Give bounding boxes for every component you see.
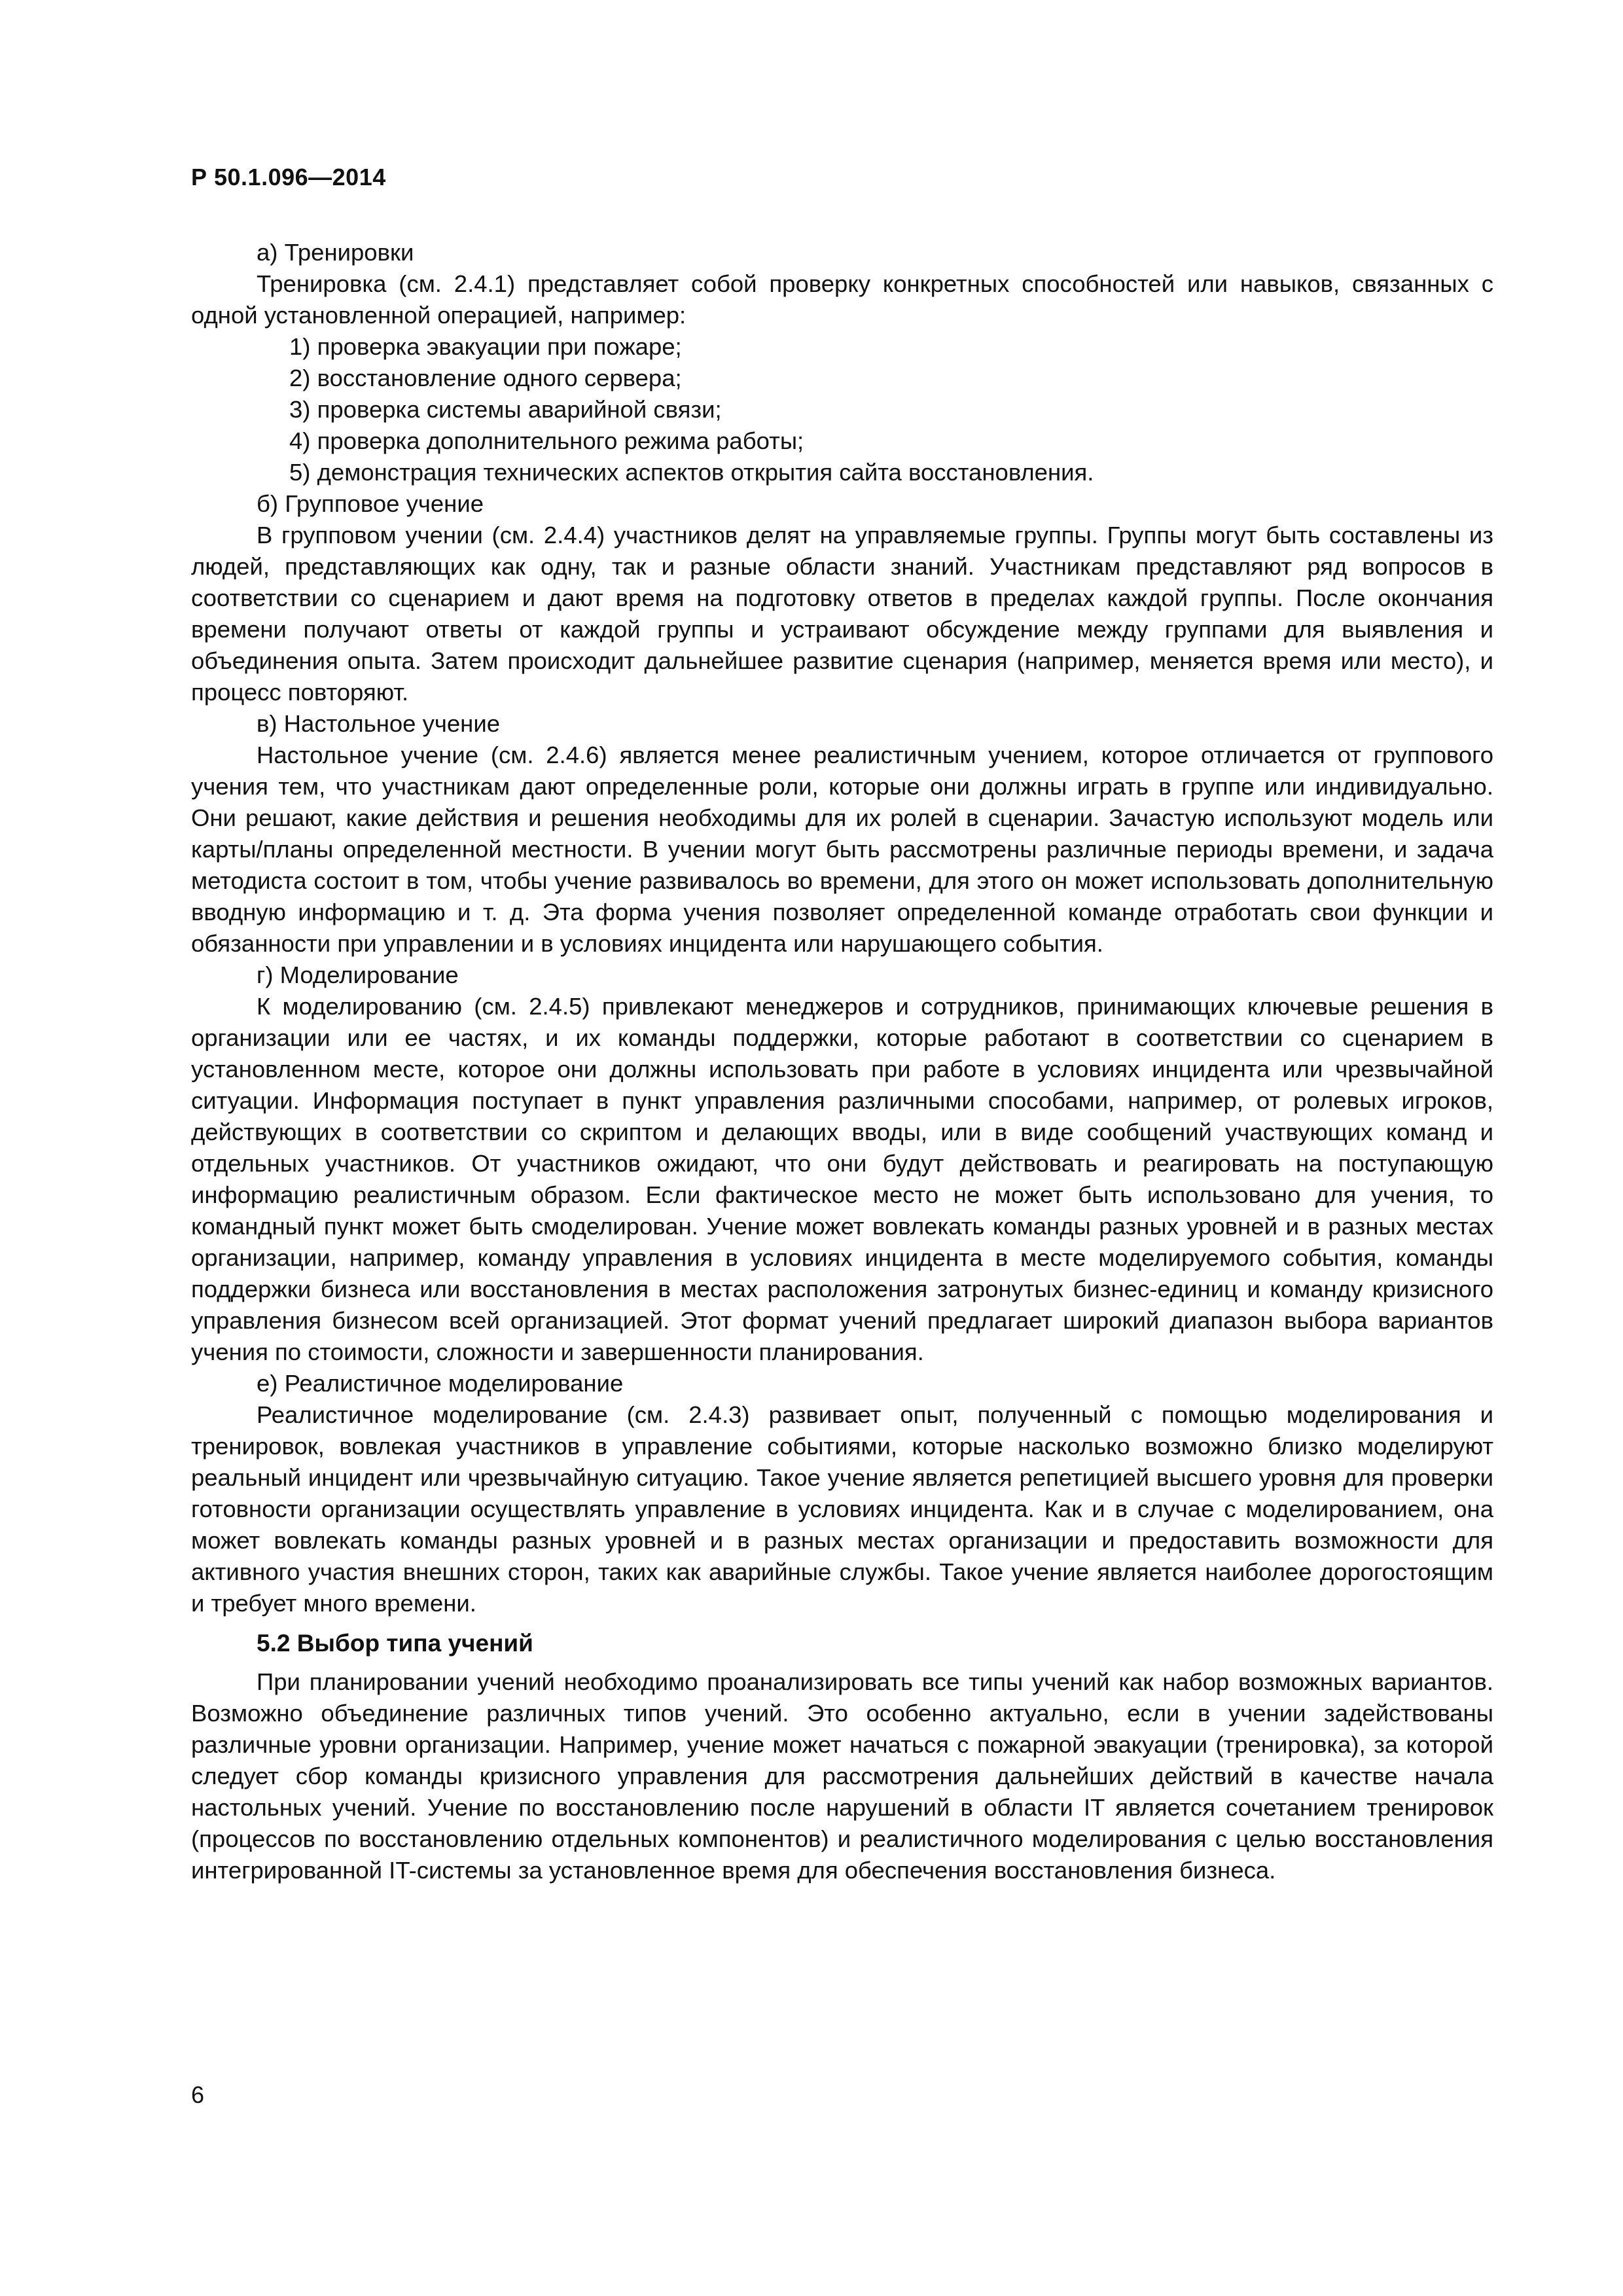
paragraph-g: К моделированию (см. 2.4.5) привлекают менеджеров и сотрудников, принимающих ключевые решения в организации или ее частях, и их команды поддержки, которые работают в соответствии со сценарием в установленном месте, которое они должны использовать при работе в условиях инцидента или чрезвычайной ситуации. Информация поступает в пункт управления различными способами, например, от ролевых игроков, действующих в соответствии со скриптом и делающих вводы, или в виде сообщений участвующих команд и отдельных участников. От участников ожидают, что они будут действовать и реагировать на поступающую информацию реалистичным образом. Если фактическое место не может быть использовано для учения, то командный пункт может быть смоделирован. Учение может вовлекать команды разных уровней и в разных местах организации, например, команду управления в условиях инцидента в месте моделируемого события, команды поддержки бизнеса или восстановления в местах расположения затронутых бизнес-единиц и команду кризисного управления бизнесом всей организацией. Этот формат учений предлагает широкий диапазон выбора вариантов учения по стоимости, сложности и завершенности планирования. bbox=[191, 993, 1493, 1365]
paragraph-a: Тренировка (см. 2.4.1) представляет собой проверку конкретных способностей или навыков, связанных с одной установленной операцией, например: bbox=[191, 270, 1493, 329]
list-item: 3) проверка системы аварийной связи; bbox=[289, 396, 722, 423]
page-number: 6 bbox=[191, 2081, 205, 2108]
subsection-heading-e: е) Реалистичное моделирование bbox=[257, 1370, 624, 1397]
subsection-heading-g: г) Моделирование bbox=[257, 961, 459, 988]
paragraph-b: В групповом учении (см. 2.4.4) участников делят на управляемые группы. Группы могут быть составлены из людей, представляющих как одну, так и разные области знаний. Участникам представляют ряд вопросов в соответствии со сценарием и дают время на подготовку ответов в пределах каждой группы. После окончания времени получают ответы от каждой группы и устраивают обсуждение между группами для выявления и объединения опыта. Затем происходит дальнейшее развитие сценария (например, меняется время или место), и процесс повторяют. bbox=[191, 522, 1493, 706]
subsection-heading-a: а) Тренировки bbox=[257, 239, 414, 266]
paragraph-section: При планировании учений необходимо проанализировать все типы учений как набор возможных вариантов. Возможно объединение различных типов учений. Это особенно актуально, если в учении задействованы различные уровни организации. Например, учение может начаться с пожарной эвакуации (тренировка), за которой следует сбор команды кризисного управления для рассмотрения дальнейших действий в качестве начала настольных учений. Учение по восстановлению после нарушений в области IT является сочетанием тренировок (процессов по восстановлению отдельных компонентов) и реалистичного моделирования с целью восстановления интегрированной IT-системы за установленное время для обеспечения восстановления бизнеса. bbox=[191, 1668, 1493, 1884]
list-item: 2) восстановление одного сервера; bbox=[289, 365, 682, 391]
subsection-heading-v: в) Настольное учение bbox=[257, 710, 501, 737]
subsection-heading-b: б) Групповое учение bbox=[257, 490, 484, 517]
paragraph-v: Настольное учение (см. 2.4.6) является менее реалистичным учением, которое отличается от группового учения тем, что участникам дают определенные роли, которые они должны играть в группе или индивидуально. Они решают, какие действия и решения необходимы для их ролей в сценарии. Зачастую используют модель или карты/планы определенной местности. В учении могут быть рассмотрены различные периоды времени, и задача методиста состоит в том, чтобы учение развивалось во времени, для этого он может использовать дополнительную вводную информацию и т. д. Эта форма учения позволяет определенной команде отработать свои функции и обязанности при управлении и в условиях инцидента или нарушающего события. bbox=[191, 742, 1493, 957]
list-item: 1) проверка эвакуации при пожаре; bbox=[289, 333, 682, 360]
list-item: 5) демонстрация технических аспектов открытия сайта восстановления. bbox=[289, 459, 1094, 486]
document-body bbox=[191, 237, 1493, 1886]
section-heading: 5.2 Выбор типа учений bbox=[257, 1630, 533, 1657]
document-id: Р 50.1.096—2014 bbox=[191, 164, 386, 190]
list-item: 4) проверка дополнительного режима работы; bbox=[289, 427, 804, 454]
paragraph-e: Реалистичное моделирование (см. 2.4.3) развивает опыт, полученный с помощью моделирования и тренировок, вовлекая участников в управление событиями, которые насколько возможно близко моделируют реальный инцидент или чрезвычайную ситуацию. Такое учение является репетицией высшего уровня для проверки готовности организации осуществлять управление в условиях инцидента. Как и в случае с моделированием, она может вовлекать команды разных уровней и в разных местах организации и предоставить возможности для активного участия внешних сторон, таких как аварийные службы. Такое учение является наиболее дорогостоящим и требует много времени. bbox=[191, 1401, 1493, 1617]
